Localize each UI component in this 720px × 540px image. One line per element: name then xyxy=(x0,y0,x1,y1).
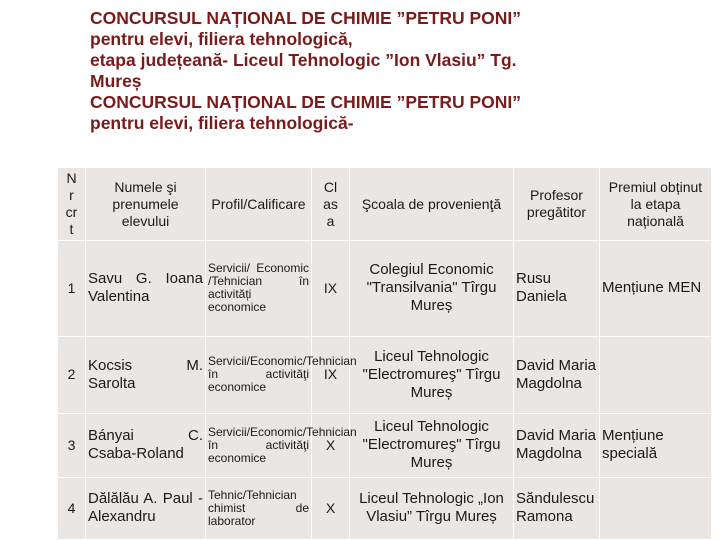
cell-prize: Mențiune MEN xyxy=(600,241,712,337)
results-table xyxy=(57,167,712,540)
header-prize: Premiul obținut la etapa națională xyxy=(600,168,712,241)
cell-nr: 1 xyxy=(58,241,86,337)
cell-class: IX xyxy=(312,241,350,337)
title-line-1: CONCURSUL NAȚIONAL DE CHIMIE ”PETRU PONI” xyxy=(90,8,522,28)
cell-class: X xyxy=(312,413,350,477)
document-title xyxy=(90,8,690,134)
cell-teacher: David Maria Magdolna xyxy=(514,413,600,477)
header-profile: Profil/Calificare xyxy=(206,168,312,241)
cell-prize: Mențiune specială xyxy=(600,413,712,477)
cell-nr: 2 xyxy=(58,336,86,413)
cell-school: Liceul Tehnologic „Ion Vlasiu” Tîrgu Mureș xyxy=(350,477,514,539)
title-line-4: Mureș xyxy=(90,71,142,91)
table-row xyxy=(58,241,712,337)
title-line-2: pentru elevi, filiera tehnologică, xyxy=(90,29,353,49)
cell-nr: 3 xyxy=(58,413,86,477)
cell-teacher: Săndulescu Ramona xyxy=(514,477,600,539)
cell-name: Dălălău A. Paul - Alexandru xyxy=(86,477,206,539)
table-row xyxy=(58,336,712,413)
header-school: Şcoala de provenienţă xyxy=(350,168,514,241)
header-class xyxy=(312,168,350,241)
cell-nr: 4 xyxy=(58,477,86,539)
header-name: Numele şi prenumele elevului xyxy=(86,168,206,241)
cell-profile: Servicii/ Economic /Tehnician în activități economice xyxy=(206,241,312,337)
cell-profile: Servicii/Economic/Tehnician în activităţi economice xyxy=(206,413,312,477)
table-row xyxy=(58,413,712,477)
title-line-3: etapa județeană- Liceul Tehnologic ”Ion Vlasiu” Tg. xyxy=(90,50,517,70)
cell-name: Bányai C. Csaba-Roland xyxy=(86,413,206,477)
table-row xyxy=(58,477,712,539)
header-nr-label: N r cr t xyxy=(65,170,78,237)
cell-profile: Tehnic/Tehnician chimist de laborator xyxy=(206,477,312,539)
cell-name: Savu G. Ioana Valentina xyxy=(86,241,206,337)
header-row xyxy=(58,168,712,241)
title-line-6: pentru elevi, filiera tehnologică- xyxy=(90,113,354,133)
header-teacher: Profesor pregătitor xyxy=(514,168,600,241)
title-line-5: CONCURSUL NAȚIONAL DE CHIMIE ”PETRU PONI” xyxy=(90,92,522,112)
cell-teacher: David Maria Magdolna xyxy=(514,336,600,413)
cell-school: Liceul Tehnologic "Electromureş" Tîrgu Mureș xyxy=(350,336,514,413)
cell-name: Kocsis M. Sarolta xyxy=(86,336,206,413)
header-class-label: Cl as a xyxy=(323,178,338,229)
cell-school: Liceul Tehnologic "Electromureş" Tîrgu Mureș xyxy=(350,413,514,477)
cell-class: IX xyxy=(312,336,350,413)
cell-school: Colegiul Economic "Transilvania" Tîrgu Mureș xyxy=(350,241,514,337)
cell-prize xyxy=(600,336,712,413)
cell-teacher: Rusu Daniela xyxy=(514,241,600,337)
cell-class: X xyxy=(312,477,350,539)
cell-prize xyxy=(600,477,712,539)
cell-profile: Servicii/Economic/Tehnician în activităţi economice xyxy=(206,336,312,413)
header-nr xyxy=(58,168,86,241)
